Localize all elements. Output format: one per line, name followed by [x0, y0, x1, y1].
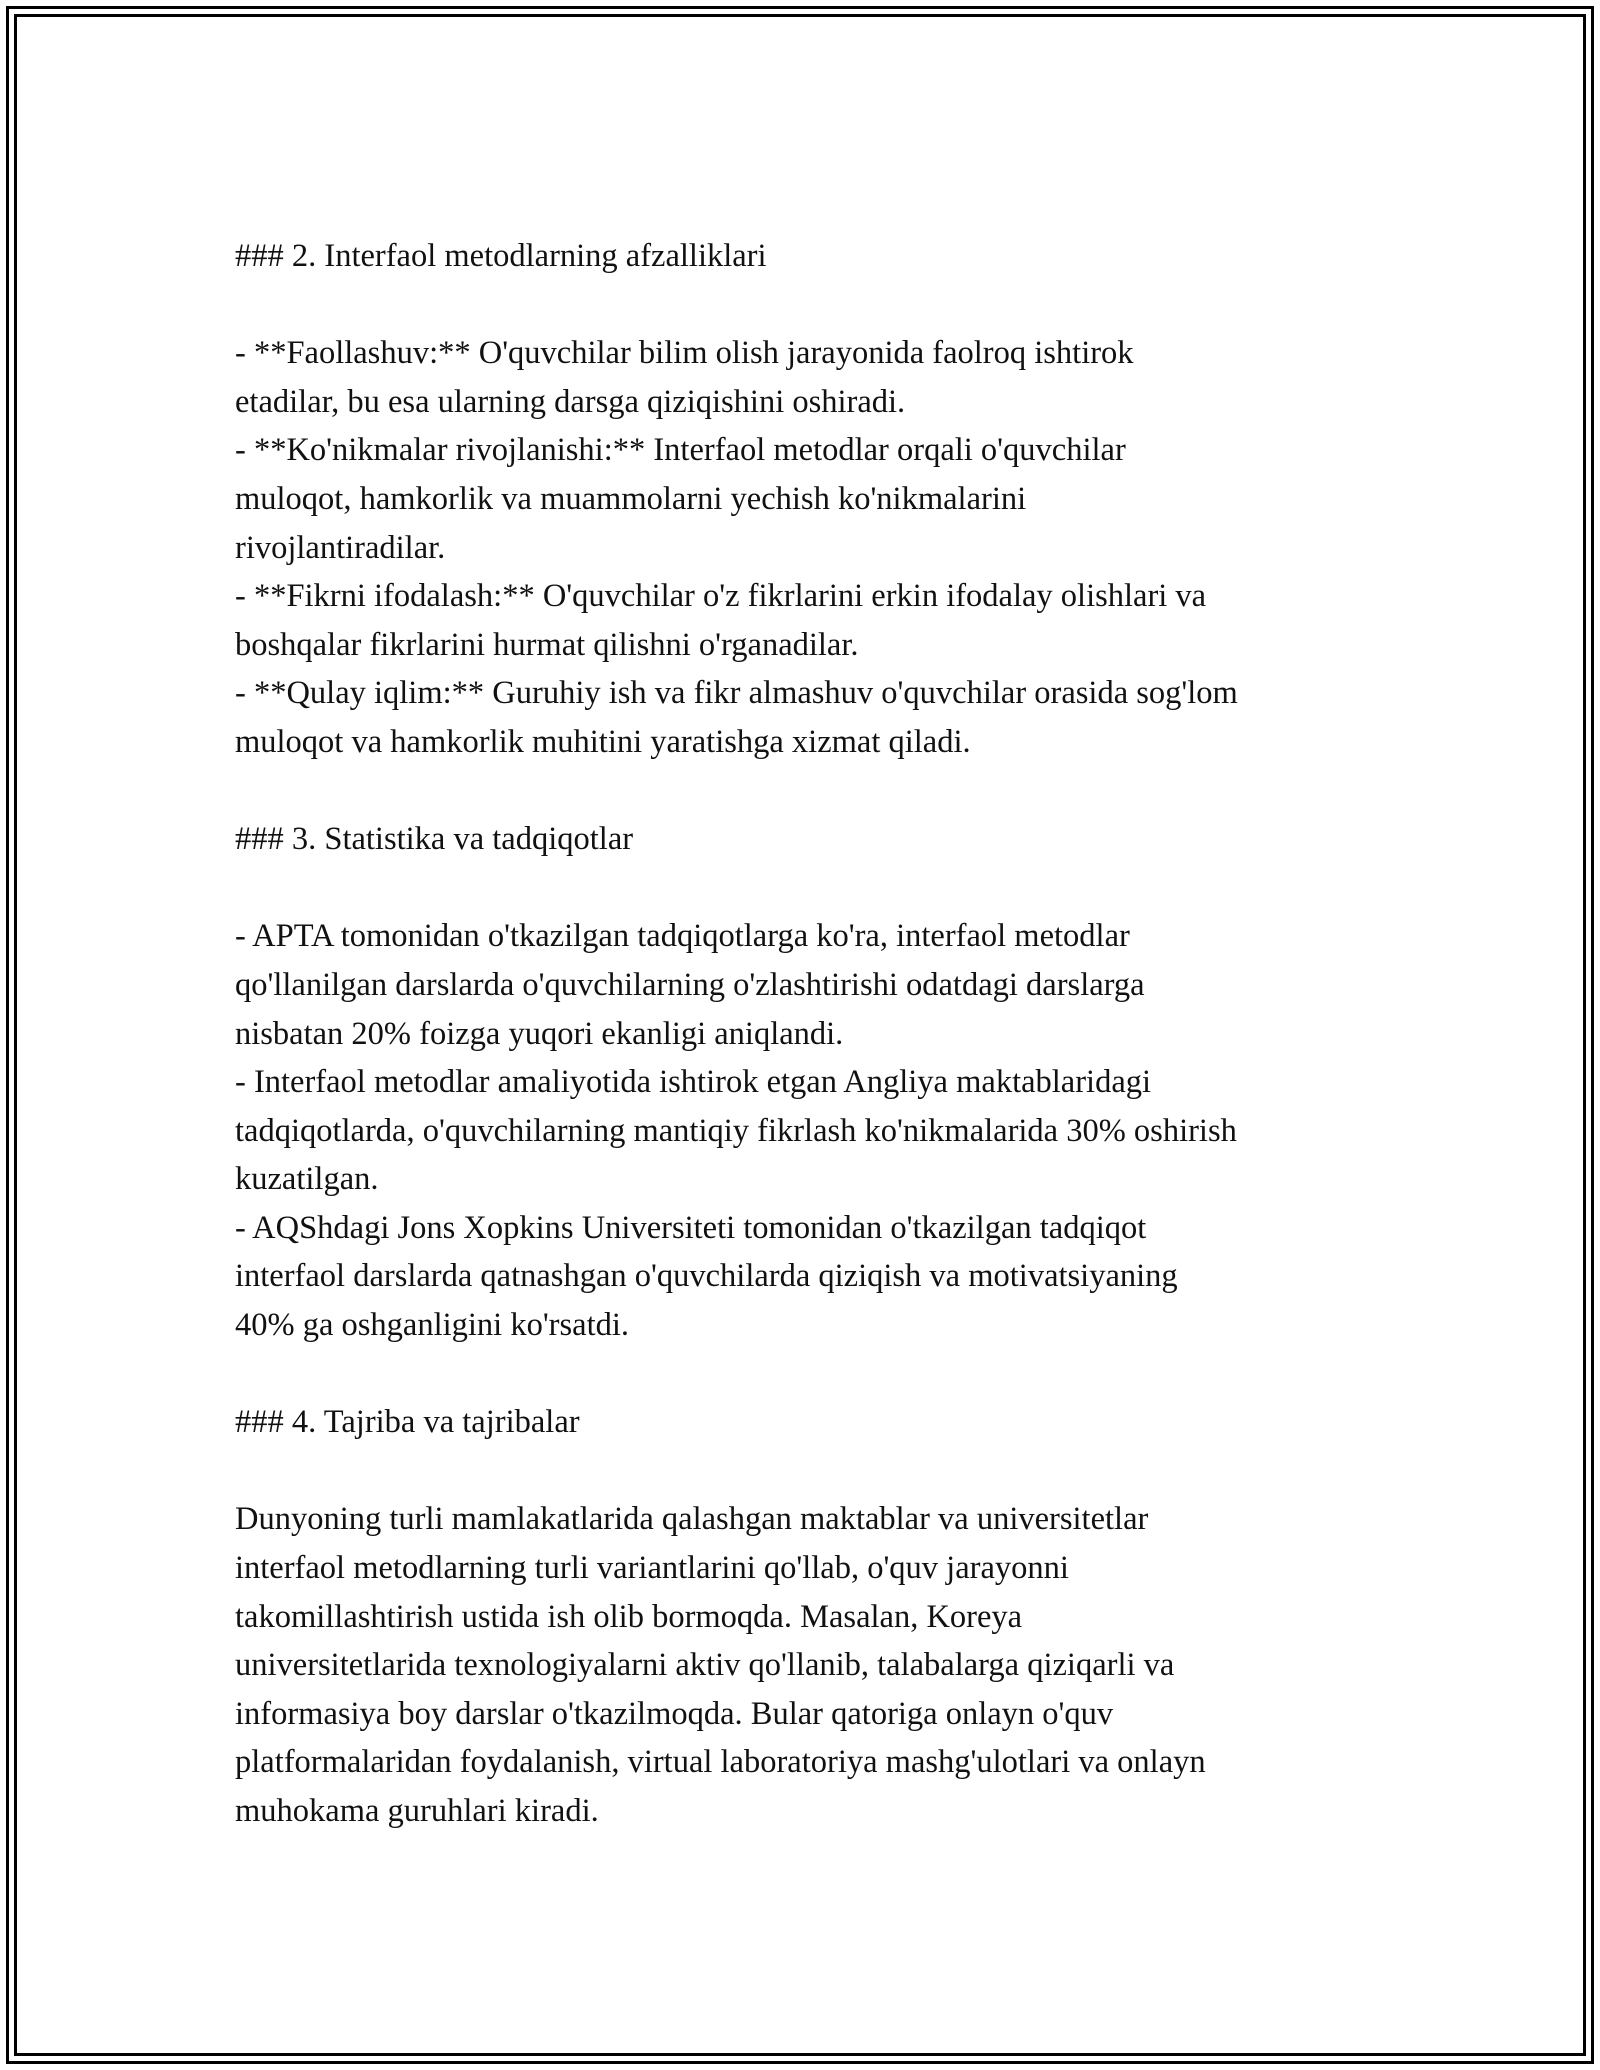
- text-line: 40% ga oshganligini ko'rsatdi.: [235, 1307, 629, 1344]
- text-line: rivojlantiradilar.: [235, 529, 446, 566]
- bullet-list: [235, 329, 1385, 766]
- list-item: [235, 669, 1385, 766]
- text-line: - **Qulay iqlim:** Guruhiy ish va fikr almashuv o'quvchilar orasida sog'lom: [235, 675, 1238, 712]
- text-line: platformalaridan foydalanish, virtual laboratoriya mashg'ulotlari va onlayn: [235, 1744, 1206, 1781]
- text-line: - APTA tomonidan o'tkazilgan tadqiqotlarga ko'ra, interfaol metodlar: [235, 918, 1130, 955]
- section-heading: ### 2. Interfaol metodlarning afzalliklari: [235, 238, 767, 274]
- text-line: tadqiqotlarda, o'quvchilarning mantiqiy fikrlash ko'nikmalarida 30% oshirish: [235, 1112, 1237, 1149]
- text-line: muloqot va hamkorlik muhitini yaratishga xizmat qiladi.: [235, 723, 971, 760]
- list-item: [235, 426, 1385, 572]
- text-line: kuzatilgan.: [235, 1161, 379, 1198]
- blank-line: [235, 1447, 1385, 1496]
- bullet-list: [235, 912, 1385, 1349]
- text-line: muhokama guruhlari kiradi.: [235, 1793, 599, 1829]
- text-line: - **Fikrni ifodalash:** O'quvchilar o'z fikrlarini erkin ifodalay olishlari va: [235, 578, 1207, 615]
- list-item: [235, 1058, 1385, 1204]
- blank-line: [235, 864, 1385, 913]
- text-line: boshqalar fikrlarini hurmat qilishni o'rganadilar.: [235, 626, 859, 663]
- text-line: muloqot, hamkorlik va muammolarni yechish ko'nikmalarini: [235, 480, 1027, 517]
- blank-line: [235, 1350, 1385, 1399]
- text-line: - AQShdagi Jons Xopkins Universiteti tomonidan o'tkazilgan tadqiqot: [235, 1209, 1147, 1246]
- text-line: interfaol darslarda qatnashgan o'quvchilarda qiziqish va motivatsiyaning: [235, 1258, 1178, 1295]
- text-line: etadilar, bu esa ularning darsga qiziqishini oshiradi.: [235, 383, 906, 420]
- text-line: - Interfaol metodlar amaliyotida ishtirok etgan Angliya maktablaridagi: [235, 1064, 1152, 1101]
- text-line: - **Ko'nikmalar rivojlanishi:** Interfaol metodlar orqali o'quvchilar: [235, 432, 1126, 469]
- list-item: [235, 912, 1385, 1058]
- list-item: [235, 329, 1385, 426]
- list-item: [235, 1204, 1385, 1350]
- text-line: Dunyoning turli mamlakatlarida qalashgan maktablar va universitetlar: [235, 1501, 1149, 1538]
- section-heading: ### 4. Tajriba va tajribalar: [235, 1404, 580, 1441]
- text-line: takomillashtirish ustida ish olib bormoqda. Masalan, Koreya: [235, 1598, 1023, 1635]
- section-heading: ### 3. Statistika va tadqiqotlar: [235, 821, 634, 858]
- blank-line: [235, 281, 1385, 330]
- text-line: interfaol metodlarning turli variantlarini qo'llab, o'quv jarayonni: [235, 1550, 1069, 1587]
- text-line: - **Faollashuv:** O'quvchilar bilim olish jarayonida faolroq ishtirok: [235, 335, 1134, 372]
- text-line: qo'llanilgan darslarda o'quvchilarning o'zlashtirishi odatdagi darslarga: [235, 966, 1145, 1003]
- paragraph: [235, 1495, 1385, 1835]
- text-line: universitetlarida texnologiyalarni aktiv qo'llanib, talabalarga qiziqarli va: [235, 1647, 1175, 1684]
- text-line: informasiya boy darslar o'tkazilmoqda. Bular qatoriga onlayn o'quv: [235, 1695, 1114, 1732]
- blank-line: [235, 767, 1385, 816]
- text-line: nisbatan 20% foizga yuqori ekanligi aniqlandi.: [235, 1015, 844, 1052]
- list-item: [235, 572, 1385, 669]
- document-body: [235, 232, 1385, 1836]
